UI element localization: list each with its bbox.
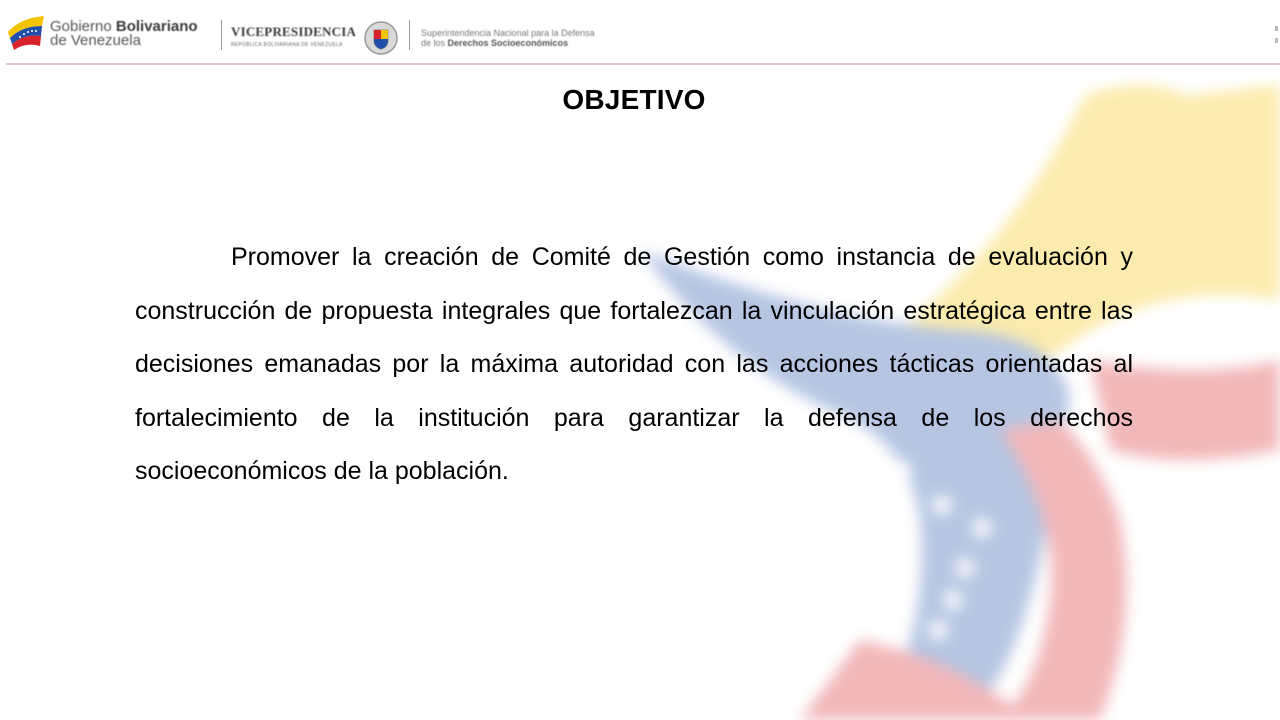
agency-name [421,28,595,48]
vicepresidencia-subtitle: REPÚBLICA BOLIVARIANA DE VENEZUELA [231,42,343,48]
header-divider [6,63,1280,65]
gov-logo-bold-text: Bolivariano [115,18,198,35]
header-separator [221,20,222,50]
objective-paragraph: Promover la creación de Comité de Gestión como instancia de evaluación y construcción de propuesta integrales que fortalezcan la vinculación estratégica entre las decisiones emanadas por la máxima autoridad con las acciones tácticas orientadas al fortalecimiento de la institución para garantizar la defensa de los derechos socioeconómicos de la población. [135,243,1133,485]
corner-mark-icon [1272,24,1280,46]
agency-line2-bold: Derechos Socioeconómicos [447,38,569,48]
header-bar [0,0,1280,64]
gov-logo-line2: de Venezuela [50,32,141,49]
vicepresidencia-logo [231,24,356,48]
agency-line2 [421,38,595,48]
page-title: OBJETIVO [562,84,706,115]
venezuela-flag-swoosh-icon [6,14,46,52]
vicepresidencia-title: VICEPRESIDENCIA [231,24,357,39]
government-logo-text [50,20,198,48]
coat-of-arms-icon [362,20,400,56]
header-separator [409,20,410,50]
agency-line2-regular: de los [421,38,448,48]
gov-logo-regular-text: Gobierno [50,18,116,35]
agency-line1: Superintendencia Nacional para la Defensa [421,28,595,38]
